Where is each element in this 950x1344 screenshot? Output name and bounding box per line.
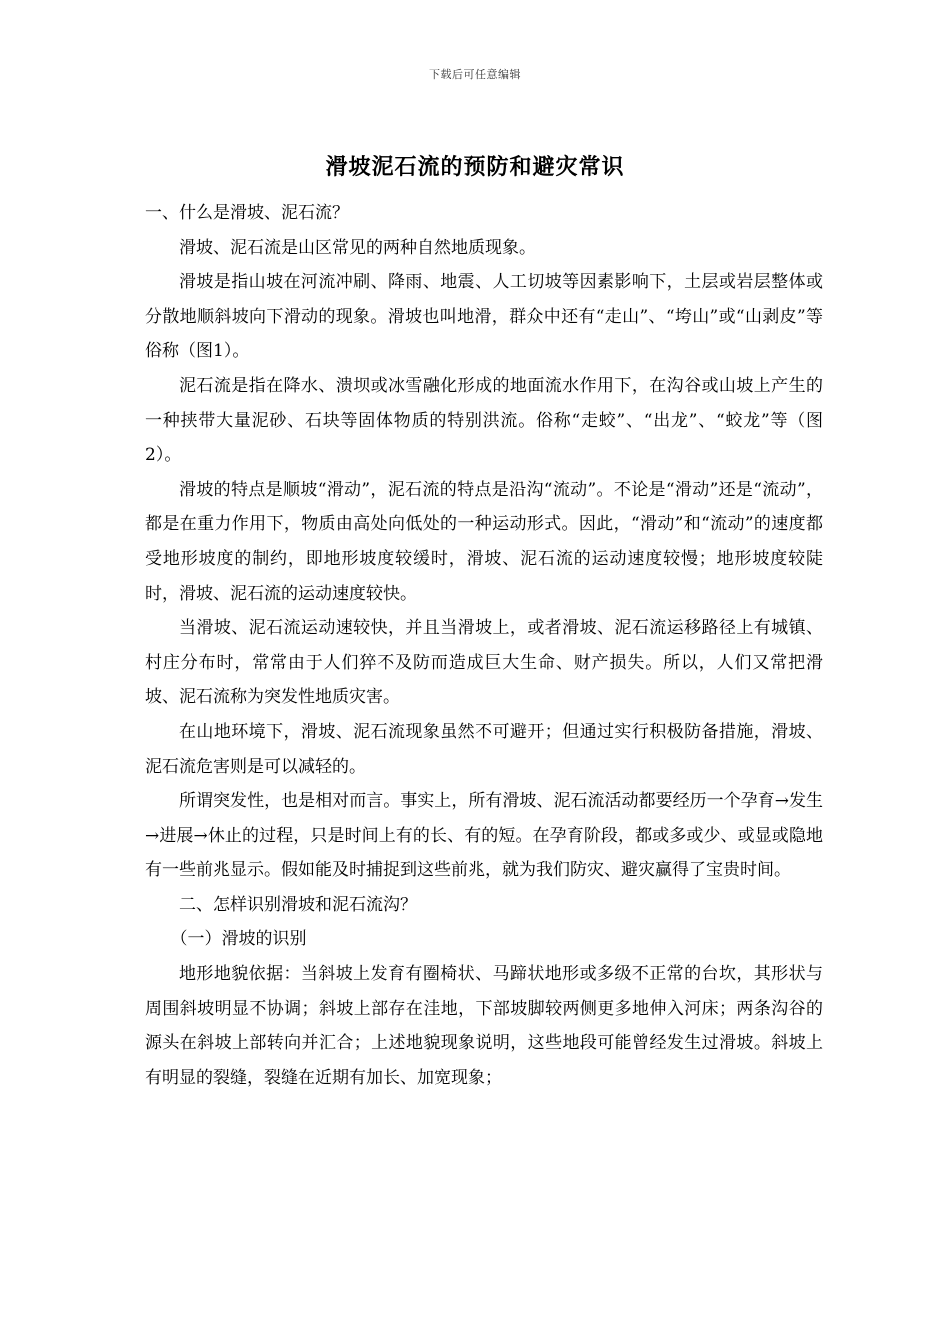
document-title: 滑坡泥石流的预防和避灾常识	[325, 154, 625, 180]
paragraph: 所谓突发性，也是相对而言。事实上，所有滑坡、泥石流活动都要经历一个孕育→发生→进展→休止的过程，只是时间上有的长、有的短。在孕育阶段，都或多或少、或显或隐地有一些前兆显示。假如能及时捕捉到这些前兆，就为我们防灾、避灾赢得了宝贵时间。	[145, 791, 823, 881]
header-note: 下载后可任意编辑	[429, 68, 521, 81]
paragraph: 当滑坡、泥石流运动速较快，并且当滑坡上，或者滑坡、泥石流运移路径上有城镇、村庄分布时，常常由于人们猝不及防而造成巨大生命、财产损失。所以，人们又常把滑坡、泥石流称为突发性地质灾害。	[145, 618, 823, 708]
paragraph: 泥石流是指在降水、溃坝或冰雪融化形成的地面流水作用下，在沟谷或山坡上产生的一种挟带大量泥砂、石块等固体物质的特别洪流。俗称“走蛟”、“出龙”、“蛟龙”等（图2）。	[145, 375, 823, 466]
section-heading-1: 一、什么是滑坡、泥石流？	[145, 203, 349, 223]
document-body	[145, 196, 823, 1095]
paragraph: 在山地环境下，滑坡、泥石流现象虽然不可避开；但通过实行积极防备措施，滑坡、泥石流危害则是可以减轻的。	[145, 721, 823, 777]
paragraph: 地形地貌依据：当斜坡上发育有圈椅状、马蹄状地形或多级不正常的台坎，其形状与周围斜坡明显不协调；斜坡上部存在洼地，下部坡脚较两侧更多地伸入河床；两条沟谷的源头在斜坡上部转向并汇合；上述地貌现象说明，这些地段可能曾经发生过滑坡。斜坡上有明显的裂缝，裂缝在近期有加长、加宽现象；	[145, 964, 823, 1088]
paragraph: 滑坡的特点是顺坡“滑动”，泥石流的特点是沿沟“流动”。不论是“滑动”还是“流动”，都是在重力作用下，物质由高处向低处的一种运动形式。因此，“滑动”和“流动”的速度都受地形坡度的制约，即地形坡度较缓时，滑坡、泥石流的运动速度较慢；地形坡度较陡时，滑坡、泥石流的运动速度较快。	[145, 479, 823, 604]
paragraph: 滑坡、泥石流是山区常见的两种自然地质现象。	[179, 237, 536, 258]
paragraph: 滑坡是指山坡在河流冲刷、降雨、地震、人工切坡等因素影响下，土层或岩层整体或分散地顺斜坡向下滑动的现象。滑坡也叫地滑，群众中还有“走山”、“垮山”或“山剥皮”等俗称（图1）。	[145, 272, 823, 362]
section-heading-2: 二、怎样识别滑坡和泥石流沟？	[179, 894, 417, 915]
sub-heading: （一）滑坡的识别	[170, 929, 307, 950]
